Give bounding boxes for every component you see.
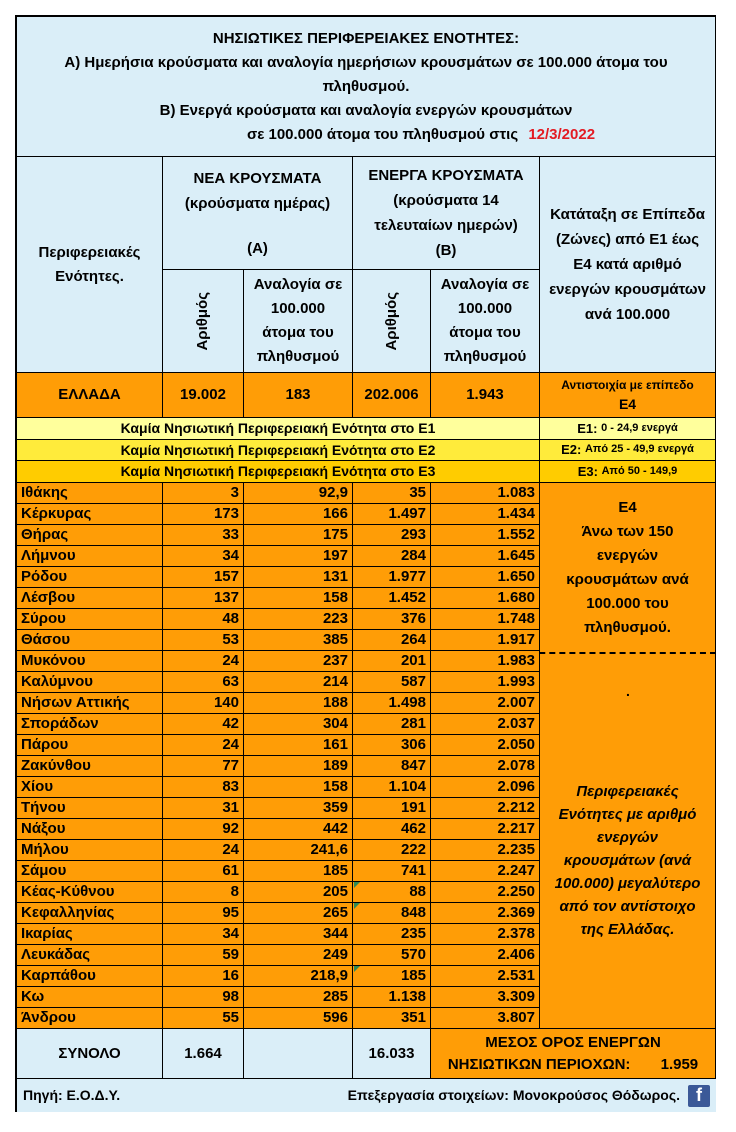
region-new-ratio: 175 (244, 525, 353, 546)
average-value: 1.959 (660, 1055, 699, 1073)
region-active: 293 (353, 525, 431, 546)
region-active: 462 (353, 819, 431, 840)
region-name: Σύρου (17, 609, 163, 630)
region-name: Νήσων Αττικής (17, 693, 163, 714)
region-active: 1.497 (353, 504, 431, 525)
comment-marker-icon (354, 882, 360, 888)
region-name: Καρπάθου (17, 966, 163, 987)
region-name: Νάξου (17, 819, 163, 840)
total-new-ratio (244, 1029, 353, 1079)
region-active: 570 (353, 945, 431, 966)
greece-new-ratio: 183 (244, 373, 353, 418)
italic-note: Περιφερειακές Ενότητες με αριθμό ενεργών κρουσμάτων (ανά 100.000) μεγαλύτερο από τον αντίστοιχο της Ελλάδας. (554, 783, 701, 938)
region-name: Θάσου (17, 630, 163, 651)
region-active: 284 (353, 546, 431, 567)
header-number-a-text: Αριθμός (194, 291, 211, 351)
average-cell (431, 1029, 716, 1079)
average-line1: ΜΕΣΟΣ ΟΡΟΣ ΕΝΕΡΓΩΝ (485, 1033, 661, 1051)
region-new-ratio: 442 (244, 819, 353, 840)
region-new: 92 (163, 819, 244, 840)
footer (17, 1079, 716, 1112)
region-active: 376 (353, 609, 431, 630)
region-active: 201 (353, 651, 431, 672)
region-new: 95 (163, 903, 244, 924)
region-active-ratio: 1.983 (431, 651, 540, 672)
total-active: 16.033 (353, 1029, 431, 1079)
region-name: Πάρου (17, 735, 163, 756)
header-number-a (163, 269, 244, 373)
dot-mark: . (626, 683, 630, 699)
zone-e3-level: Ε3: (577, 463, 598, 479)
zone-e1-range (540, 418, 716, 440)
zone-e3-range-text: Από 50 - 149,9 (601, 464, 678, 477)
footer-credit-wrap (348, 1085, 710, 1107)
region-new: 63 (163, 672, 244, 693)
region-active: 35 (353, 483, 431, 504)
region-new-ratio: 265 (244, 903, 353, 924)
region-active-ratio: 1.645 (431, 546, 540, 567)
region-new-ratio: 92,9 (244, 483, 353, 504)
facebook-icon[interactable]: f (688, 1085, 710, 1107)
e4-note-text: Άνω των 150 ενεργών κρουσμάτων ανά 100.000 του πληθυσμού. (566, 523, 689, 636)
region-name: Ζακύνθου (17, 756, 163, 777)
region-active-ratio: 1.650 (431, 567, 540, 588)
region-active: 264 (353, 630, 431, 651)
region-new: 55 (163, 1008, 244, 1029)
header-active-cases-letter: (Β) (435, 242, 457, 259)
region-active-ratio: 2.369 (431, 903, 540, 924)
region-active-ratio: 1.083 (431, 483, 540, 504)
header-ratio-a: Αναλογία σε 100.000 άτομα του πληθυσμού (244, 269, 353, 373)
region-new: 33 (163, 525, 244, 546)
average-line2-text: ΝΗΣΙΩΤΙΚΩΝ ΠΕΡΙΟΧΩΝ: (447, 1055, 631, 1073)
region-new: 137 (163, 588, 244, 609)
region-new-ratio: 205 (244, 882, 353, 903)
title-line-5 (137, 123, 595, 147)
region-name: Μυκόνου (17, 651, 163, 672)
header-ranking: Κατάταξη σε Επίπεδα (Ζώνες) από Ε1 έως Ε4 κατά αριθμό ενεργών κρουσμάτων ανά 100.000 (540, 157, 716, 373)
greece-level-note-line1: Αντιστοιχία με επίπεδο (561, 378, 694, 392)
region-new-ratio: 241,6 (244, 840, 353, 861)
region-new: 83 (163, 777, 244, 798)
region-active-ratio: 3.807 (431, 1008, 540, 1029)
region-new: 59 (163, 945, 244, 966)
region-new: 16 (163, 966, 244, 987)
title-date: 12/3/2022 (528, 125, 596, 143)
region-active-ratio: 2.096 (431, 777, 540, 798)
header-regions: Περιφερειακές Ενότητες. (17, 157, 163, 373)
region-new-ratio: 596 (244, 1008, 353, 1029)
footer-source: Πηγή: Ε.Ο.Δ.Υ. (23, 1087, 121, 1104)
region-active-ratio: 1.552 (431, 525, 540, 546)
region-active-ratio: 2.406 (431, 945, 540, 966)
region-new: 24 (163, 651, 244, 672)
region-new: 61 (163, 861, 244, 882)
header-number-b-text: Αριθμός (382, 291, 400, 351)
zone-e2-text: Καμία Νησιωτική Περιφερειακή Ενότητα στο Ε2 (17, 440, 540, 461)
region-name: Κω (17, 987, 163, 1008)
header-active-cases-sub: (κρούσματα 14 τελευταίων ημερών) (374, 192, 518, 234)
greece-level-note-line2: Ε4 (618, 396, 637, 412)
region-active-ratio: 2.247 (431, 861, 540, 882)
region-active: 1.104 (353, 777, 431, 798)
zone-e2-range-text: Από 25 - 49,9 ενεργά (584, 443, 694, 456)
region-name: Καλύμνου (17, 672, 163, 693)
region-active: 191 (353, 798, 431, 819)
region-new-ratio: 185 (244, 861, 353, 882)
region-new-ratio: 131 (244, 567, 353, 588)
region-new: 173 (163, 504, 244, 525)
region-active-ratio: 2.250 (431, 882, 540, 903)
header-new-cases-sub: (κρούσματα ημέρας) (184, 194, 331, 212)
average-line2 (448, 1054, 698, 1076)
region-new: 34 (163, 546, 244, 567)
region-name: Κεφαλληνίας (17, 903, 163, 924)
italic-note-cell (540, 653, 716, 1029)
region-active: 351 (353, 1008, 431, 1029)
region-new: 34 (163, 924, 244, 945)
region-new-ratio: 189 (244, 756, 353, 777)
region-new: 53 (163, 630, 244, 651)
region-active-ratio: 2.217 (431, 819, 540, 840)
region-new-ratio: 385 (244, 630, 353, 651)
region-name: Λήμνου (17, 546, 163, 567)
greece-active: 202.006 (353, 373, 431, 418)
region-active-ratio: 3.309 (431, 987, 540, 1008)
region-active-ratio: 2.037 (431, 714, 540, 735)
comment-marker-icon (354, 966, 360, 972)
region-active-ratio: 2.050 (431, 735, 540, 756)
title-line-3: πληθυσμού. (322, 77, 410, 95)
region-new: 157 (163, 567, 244, 588)
header-active-cases (353, 157, 540, 269)
header-ratio-b: Αναλογία σε 100.000 άτομα του πληθυσμού (431, 269, 540, 373)
header-new-cases (163, 157, 353, 269)
region-active: 1.977 (353, 567, 431, 588)
header-active-cases-title: ΕΝΕΡΓΑ ΚΡΟΥΣΜΑΤΑ (368, 167, 524, 184)
greece-name: ΕΛΛΑΔΑ (17, 373, 163, 418)
region-new-ratio: 218,9 (244, 966, 353, 987)
region-new: 48 (163, 609, 244, 630)
region-new-ratio: 158 (244, 777, 353, 798)
region-name: Ικαρίας (17, 924, 163, 945)
region-name: Ιθάκης (17, 483, 163, 504)
region-active-ratio: 2.531 (431, 966, 540, 987)
header-new-cases-title: ΝΕΑ ΚΡΟΥΣΜΑΤΑ (193, 169, 322, 187)
region-active-ratio: 1.748 (431, 609, 540, 630)
zone-e3-range (540, 461, 716, 483)
region-new-ratio: 285 (244, 987, 353, 1008)
region-active: 587 (353, 672, 431, 693)
region-active: 848 (353, 903, 431, 924)
header-new-cases-letter: (Α) (247, 239, 268, 257)
comment-marker-icon (354, 903, 360, 909)
title-line-5-text: σε 100.000 άτομα του πληθυσμού στις (246, 125, 519, 143)
region-active-ratio: 2.212 (431, 798, 540, 819)
region-new-ratio: 223 (244, 609, 353, 630)
region-active: 222 (353, 840, 431, 861)
region-name: Κέρκυρας (17, 504, 163, 525)
region-new-ratio: 304 (244, 714, 353, 735)
zone-e2-range (540, 440, 716, 461)
region-new-ratio: 344 (244, 924, 353, 945)
region-active: 185 (353, 966, 431, 987)
zone-e3-text: Καμία Νησιωτική Περιφερειακή Ενότητα στο Ε3 (17, 461, 540, 483)
greece-level-note (540, 373, 716, 418)
region-new-ratio: 197 (244, 546, 353, 567)
region-new-ratio: 161 (244, 735, 353, 756)
region-name: Θήρας (17, 525, 163, 546)
e4-note-level: Ε4 (618, 499, 637, 516)
zone-e2-level: Ε2: (561, 442, 582, 458)
region-new-ratio: 237 (244, 651, 353, 672)
title-line-4: Β) Ενεργά κρούσματα και αναλογία ενεργών κρουσμάτων (159, 101, 573, 119)
region-new: 24 (163, 840, 244, 861)
total-label: ΣΥΝΟΛΟ (17, 1029, 163, 1079)
region-active: 1.498 (353, 693, 431, 714)
region-active-ratio: 2.007 (431, 693, 540, 714)
region-new: 24 (163, 735, 244, 756)
greece-new: 19.002 (163, 373, 244, 418)
region-new-ratio: 214 (244, 672, 353, 693)
region-active: 1.138 (353, 987, 431, 1008)
region-new-ratio: 158 (244, 588, 353, 609)
region-active: 1.452 (353, 588, 431, 609)
title-line-1: ΝΗΣΙΩΤΙΚΕΣ ΠΕΡΙΦΕΡΕΙΑΚΕΣ ΕΝΟΤΗΤΕΣ: (212, 29, 520, 47)
region-name: Μήλου (17, 840, 163, 861)
zone-e1-level: Ε1: (577, 420, 598, 436)
region-new-ratio: 188 (244, 693, 353, 714)
e4-note (540, 483, 716, 653)
region-name: Κέας-Κύθνου (17, 882, 163, 903)
region-new-ratio: 249 (244, 945, 353, 966)
region-active: 281 (353, 714, 431, 735)
region-new: 77 (163, 756, 244, 777)
footer-credit: Επεξεργασία στοιχείων: Μονοκρούσος Θόδωρος. (347, 1087, 680, 1104)
region-name: Άνδρου (17, 1008, 163, 1029)
region-name: Σάμου (17, 861, 163, 882)
zone-e1-range-text: 0 - 24,9 ενεργά (601, 421, 678, 434)
region-active: 847 (353, 756, 431, 777)
region-name: Τήνου (17, 798, 163, 819)
header-number-b (353, 269, 431, 373)
region-new: 98 (163, 987, 244, 1008)
region-active-ratio: 1.917 (431, 630, 540, 651)
region-active-ratio: 2.078 (431, 756, 540, 777)
region-name: Ρόδου (17, 567, 163, 588)
region-active-ratio: 2.378 (431, 924, 540, 945)
region-name: Λευκάδας (17, 945, 163, 966)
covid-islands-table (15, 15, 716, 1112)
region-active-ratio: 1.993 (431, 672, 540, 693)
region-active: 235 (353, 924, 431, 945)
greece-active-ratio: 1.943 (431, 373, 540, 418)
region-new: 42 (163, 714, 244, 735)
region-new: 8 (163, 882, 244, 903)
region-name: Σποράδων (17, 714, 163, 735)
region-active-ratio: 2.235 (431, 840, 540, 861)
region-new: 3 (163, 483, 244, 504)
region-active-ratio: 1.680 (431, 588, 540, 609)
region-name: Χίου (17, 777, 163, 798)
region-name: Λέσβου (17, 588, 163, 609)
zone-e1-text: Καμία Νησιωτική Περιφερειακή Ενότητα στο Ε1 (17, 418, 540, 440)
region-active: 741 (353, 861, 431, 882)
region-active-ratio: 1.434 (431, 504, 540, 525)
region-active: 88 (353, 882, 431, 903)
region-new-ratio: 359 (244, 798, 353, 819)
total-new: 1.664 (163, 1029, 244, 1079)
title-line-2: Α) Ημερήσια κρούσματα και αναλογία ημερήσιων κρουσμάτων σε 100.000 άτομα του (64, 53, 668, 71)
region-new: 31 (163, 798, 244, 819)
region-new-ratio: 166 (244, 504, 353, 525)
region-active: 306 (353, 735, 431, 756)
region-new: 140 (163, 693, 244, 714)
title-block (17, 17, 716, 157)
